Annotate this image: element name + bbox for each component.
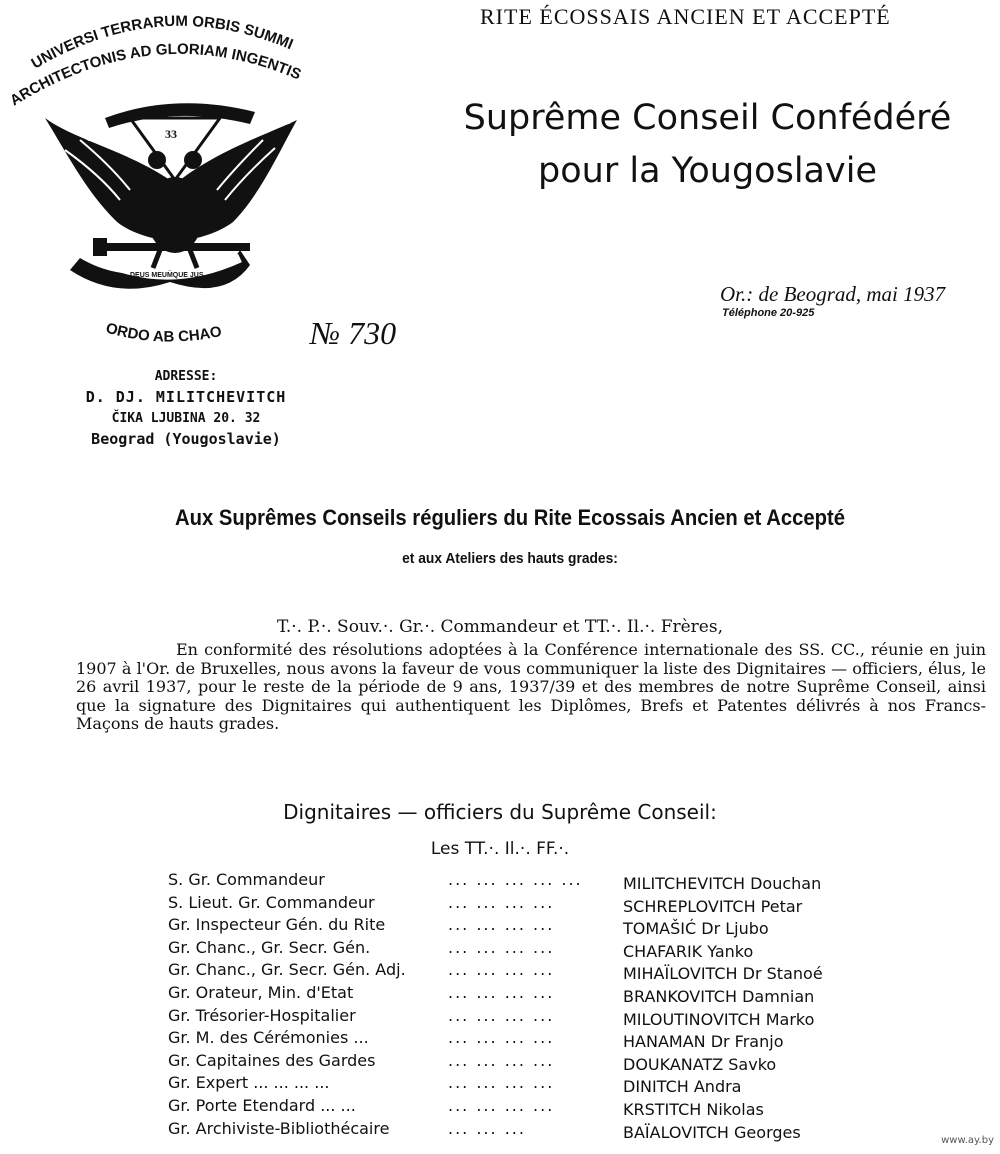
dignitary-row: [168, 1028, 958, 1051]
seal-emblem-number: 33: [165, 127, 177, 141]
address-name: D. DJ. MILITCHEVITCH: [85, 388, 287, 406]
address-street: ČIKA LJUBINA 20. 32: [111, 411, 261, 426]
dignitary-office: Gr. Trésorier-Hospitalier: [168, 1005, 356, 1025]
dignitary-leader-dots: ... ... ... ...: [448, 960, 555, 980]
dignitary-leader-dots: ... ... ... ...: [448, 915, 555, 935]
document-number: № 730: [310, 315, 397, 351]
document-heading: Aux Suprêmes Conseils réguliers du Rite Ecossais Ancien et Accepté: [174, 505, 846, 530]
dignitary-office: Gr. Expert ... ... ... ...: [168, 1073, 330, 1093]
dignitary-row: [168, 1073, 958, 1096]
dignitary-leader-dots: ... ... ... ...: [448, 937, 555, 957]
dignitary-office: Gr. M. des Cérémonies ...: [168, 1028, 369, 1048]
dignitary-office: Gr. Porte Etendard ... ...: [168, 1095, 356, 1115]
double-headed-eagle-icon: [5, 0, 335, 360]
document-subheading: et aux Ateliers des hauts grades:: [402, 550, 618, 567]
dignitary-row: [168, 1119, 958, 1142]
dignitary-name: KRSTITCH Nikolas: [623, 1099, 764, 1119]
rite-title: RITE ÉCOSSAIS ANCIEN ET ACCEPTÉ: [480, 4, 891, 29]
council-title: [420, 92, 995, 198]
dignitary-name: MILOUTINOVITCH Marko: [623, 1009, 815, 1029]
dignitary-row: [168, 938, 958, 961]
address-city: Beograd (Yougoslavie): [91, 430, 281, 448]
dignitary-office: S. Lieut. Gr. Commandeur: [168, 892, 375, 912]
dignitary-leader-dots: ... ... ... ... ...: [448, 870, 583, 889]
dignitary-leader-dots: ... ... ... ...: [448, 982, 555, 1002]
dignitary-name: HANAMAN Dr Franjo: [623, 1032, 784, 1052]
svg-text:ORDO AB CHAO: [104, 320, 223, 346]
place-date: Or.: de Beograd, mai 1937: [720, 282, 946, 306]
seal-ribbon-text: DEUS MEUMQUE JUS: [130, 272, 204, 279]
dignitary-name: MILITCHEVITCH Douchan: [623, 874, 822, 893]
dignitary-name: TOMAŠIĆ Dr Ljubo: [623, 919, 769, 939]
seal-motto-top-1: UNIVERSI TERRARUM ORBIS SUMMI: [28, 12, 296, 73]
dignitary-name: SCHREPLOVITCH Petar: [623, 896, 803, 916]
dignitary-leader-dots: ... ... ... ...: [448, 1050, 555, 1070]
dignitaires-list: [168, 870, 958, 1141]
dignitary-leader-dots: ... ... ... ...: [448, 1095, 555, 1115]
dignitary-row: [168, 915, 958, 938]
dignitaires-subtitle: Les TT.·. Il.·. FF.·.: [430, 839, 570, 859]
dignitary-row: [168, 983, 958, 1006]
dignitary-name: CHAFARIK Yanko: [623, 941, 754, 961]
dignitaires-title: Dignitaires — officiers du Suprême Conseil:: [283, 800, 717, 824]
council-title-line-2: pour la Yougoslavie: [538, 151, 877, 191]
dignitary-leader-dots: ... ... ... ...: [448, 1005, 555, 1025]
dignitary-row: [168, 870, 958, 893]
council-title-line-1: Suprême Conseil Confédéré: [463, 98, 952, 138]
address-label: ADRESSE:: [154, 369, 218, 384]
dignitary-office: Gr. Capitaines des Gardes: [168, 1050, 376, 1070]
seal-motto-top-2: ARCHITECTONIS AD GLORIAM INGENTIS: [7, 40, 304, 110]
dignitary-office: Gr. Chanc., Gr. Secr. Gén. Adj.: [168, 960, 406, 980]
dignitary-name: MIHAÏLOVITCH Dr Stanoé: [623, 964, 823, 984]
watermark: www.ay.by: [941, 1135, 994, 1146]
dignitary-row: [168, 1051, 958, 1074]
masonic-seal: [5, 0, 335, 360]
address-block: [36, 366, 336, 450]
dignitary-leader-dots: ... ... ... ...: [448, 892, 555, 912]
dignitary-office: S. Gr. Commandeur: [168, 870, 325, 889]
seal-motto-bottom: ORDO AB CHAO: [103, 319, 224, 346]
dignitary-row: [168, 1096, 958, 1119]
dignitary-name: BAÏALOVITCH Georges: [623, 1122, 801, 1142]
dignitary-row: [168, 1006, 958, 1029]
dignitary-leader-dots: ... ... ... ...: [448, 1073, 555, 1093]
salutation: T.·. P.·. Souv.·. Gr.·. Commandeur et TT.·. Il.·. Frères,: [276, 617, 723, 637]
dignitary-name: DOUKANATZ Savko: [623, 1054, 777, 1074]
body-paragraph: En conformité des résolutions adoptées à la Conférence internationale des SS. CC., réunie en juin 1907 à l'Or. de Bruxelles, nous avons la faveur de vous communiquer la liste des Dignitaires — officiers, élus, le 26 avril 1937, pour le reste de la période de 9 ans, 1937/39 et des membres de notre Suprême Conseil, ainsi que la signature des Dignitaires qui authentiquent les Diplômes, Brefs et Patentes délivrés à nos Francs-Maçons de hauts grades.: [76, 640, 986, 733]
dignitary-office: Gr. Chanc., Gr. Secr. Gén.: [168, 937, 371, 957]
dignitary-name: DINITCH Andra: [623, 1077, 742, 1097]
dignitary-leader-dots: ... ... ...: [448, 1118, 526, 1138]
dignitary-row: [168, 893, 958, 916]
dignitary-leader-dots: ... ... ... ...: [448, 1028, 555, 1048]
dignitary-office: Gr. Inspecteur Gén. du Rite: [168, 915, 386, 935]
dignitary-office: Gr. Orateur, Min. d'Etat: [168, 982, 354, 1002]
dignitary-row: [168, 960, 958, 983]
dignitary-office: Gr. Archiviste-Bibliothécaire: [168, 1118, 390, 1138]
dignitary-name: BRANKOVITCH Damnian: [623, 986, 815, 1006]
telephone: Téléphone 20-925: [722, 307, 815, 319]
